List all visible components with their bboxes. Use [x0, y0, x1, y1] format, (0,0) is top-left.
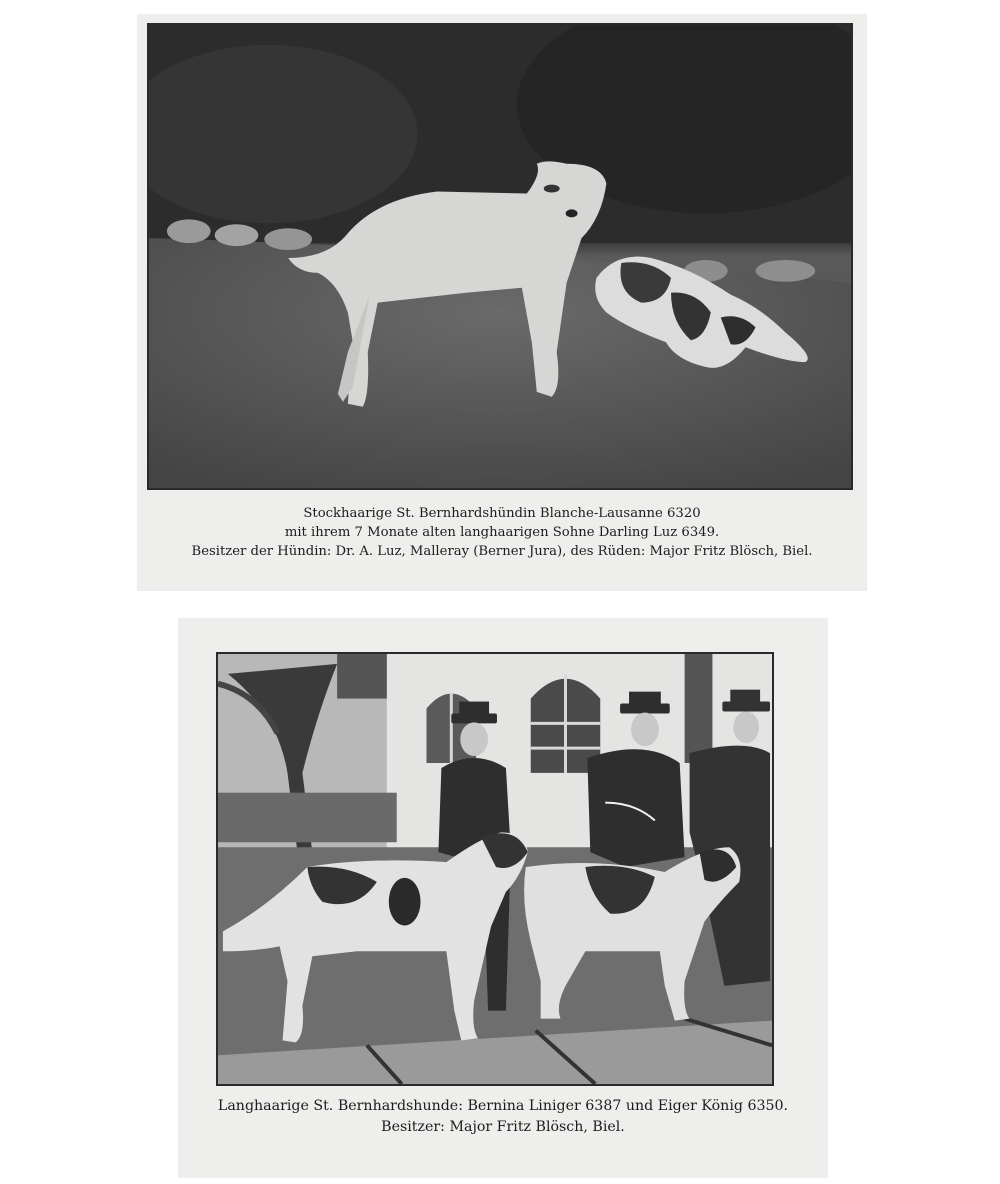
- caption-line: Langhaarige St. Bernhardshunde: Bernina Liniger 6387 und Eiger König 6350.: [217, 1098, 789, 1114]
- caption-line: Besitzer: Major Fritz Blösch, Biel.: [381, 1119, 625, 1135]
- photo-caption: [178, 1096, 828, 1138]
- caption-line: Besitzer der Hündin: Dr. A. Luz, Malleray (Berner Jura), des Rüden: Major Fritz Blösch, Biel.: [191, 544, 813, 559]
- plate-bottom: [178, 618, 828, 1178]
- plate-top: [137, 14, 867, 591]
- caption-line: mit ihrem 7 Monate alten langhaarigen Sohne Darling Luz 6349.: [284, 525, 720, 540]
- photo-caption: [137, 504, 867, 561]
- photo-long-haired-dogs-with-handlers: [216, 652, 774, 1086]
- caption-line: Stockhaarige St. Bernhardshündin Blanche-Lausanne 6320: [303, 506, 701, 521]
- photo-short-haired-dog-and-puppy: [147, 23, 853, 490]
